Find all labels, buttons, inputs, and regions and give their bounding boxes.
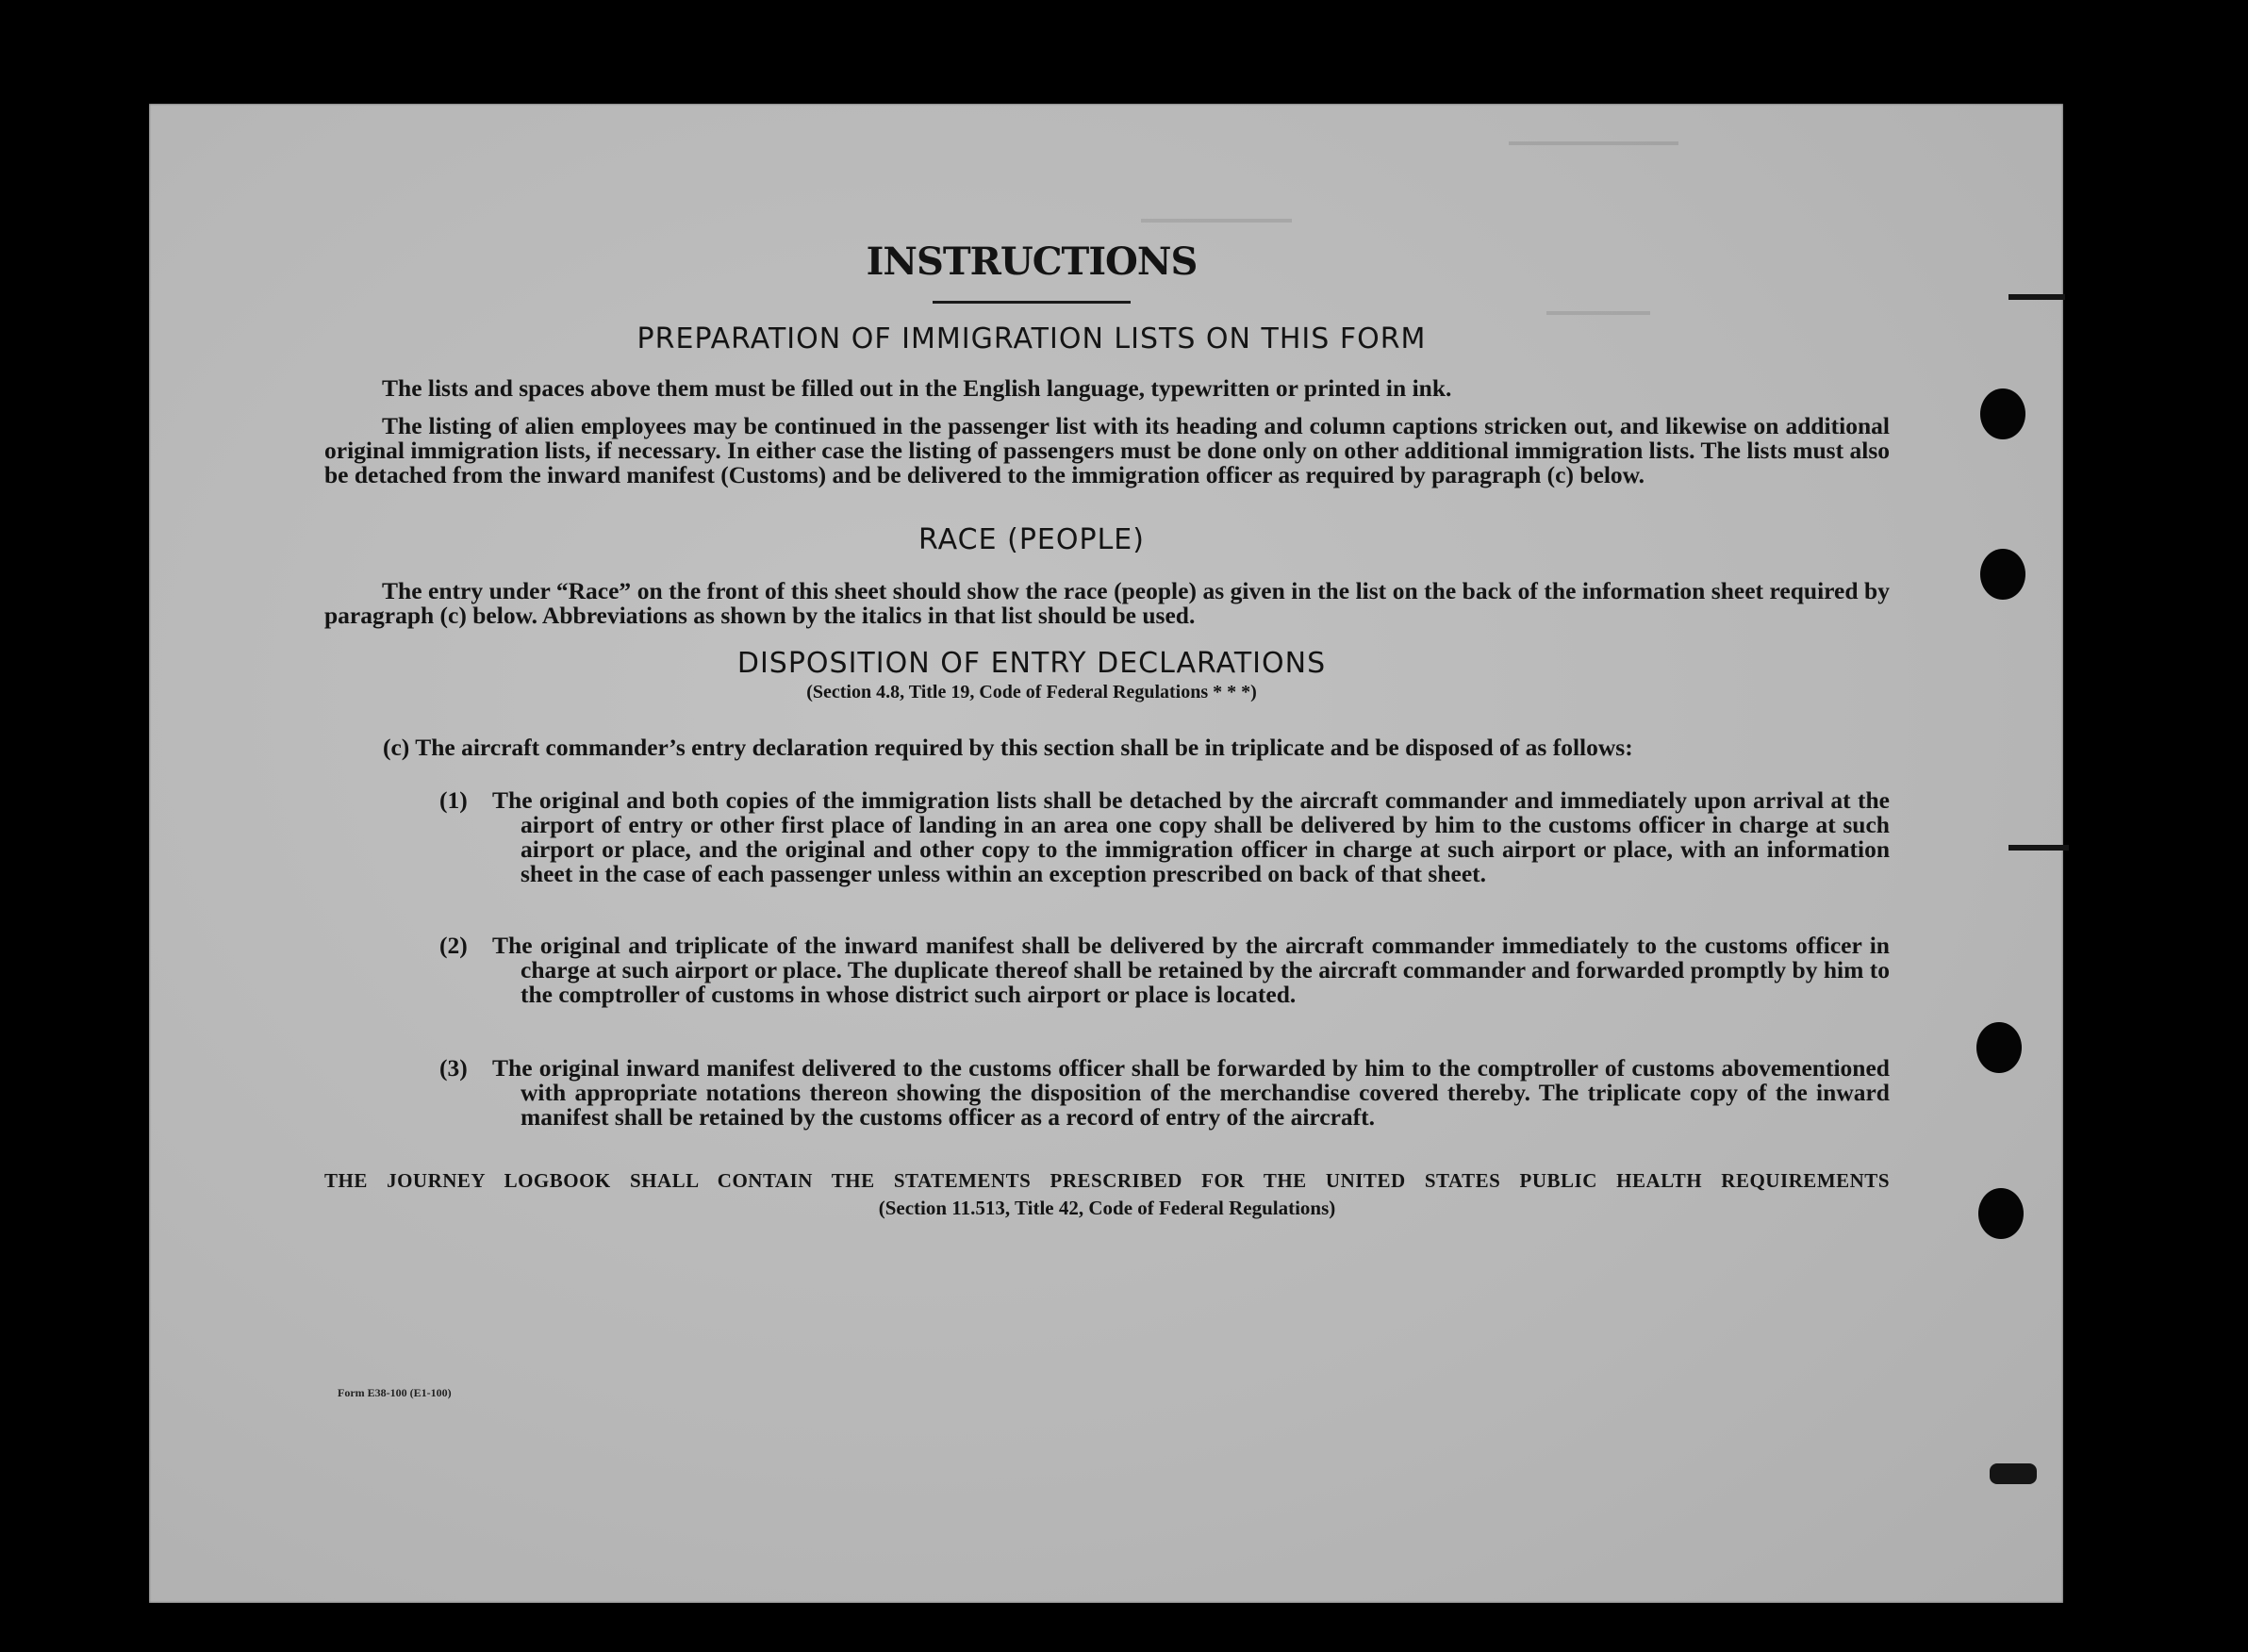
journey-logbook-statement: THE JOURNEY LOGBOOK SHALL CONTAIN THE STATEMENTS PRESCRIBED FOR THE UNITED STATES PUBLIC HEALTH REQUIREMENTS [324,1169,1890,1192]
heading-preparation: PREPARATION OF IMMIGRATION LISTS ON THIS FORM [636,322,1427,355]
list-item [439,1056,1890,1130]
item-number: (1) [439,786,468,814]
paragraph-lists: The lists and spaces above them must be filled out in the English language, typewritten or printed in ink. [382,374,1452,402]
punch-hole [1980,549,2025,600]
paragraph-c: (c) The aircraft commander’s entry declaration required by this section shall be in triplicate and be disposed of as follows: [383,734,1633,761]
item-text: The original and both copies of the immigration lists shall be detached by the aircraft commander and immediately upon arrival at the airport of entry or other first place of landing in an area one copy shall be delivered by him to the customs officer in charge at such airport or place, and the original and other copy to the immigration officer in charge at such airport or place, with an information sheet in the case of each passenger unless within an exception prescribed on back of that sheet. [492,786,1890,887]
edge-mark [2008,294,2065,300]
item-number: (3) [439,1054,468,1082]
item-number: (2) [439,932,468,959]
disposition-citation: (Section 4.8, Title 19, Code of Federal Regulations * * *) [806,682,1257,702]
punch-hole [1976,1022,2022,1073]
punch-hole [1980,388,2025,439]
paragraph-listing: The listing of alien employees may be continued in the passenger list with its heading and column captions stricken out, and likewise on additional original immigration lists, if necessary. In either case the listing of passengers must be done only on other additional immigration lists. The lists must also be detached from the inward manifest (Customs) and be delivered to the immigration officer as required by paragraph (c) below. [324,412,1890,488]
form-number: Form E38-100 (E1-100) [338,1386,452,1399]
paragraph-race: The entry under “Race” on the front of this sheet should show the race (people) as given in the list on the back of the information sheet required by paragraph (c) below. Abbreviations as shown by the italics in that list should be used. [324,577,1890,629]
heading-race: RACE (PEOPLE) [918,523,1145,556]
item-text: The original inward manifest delivered to the customs officer shall be forwarded by him to the comptroller of customs abovementioned with appropriate notations thereon showing the disposition of the merchandise covered thereby. The triplicate copy of the inward manifest shall be retained by the customs officer as a record of entry of the aircraft. [492,1054,1890,1131]
list-item [439,933,1890,1007]
edge-mark [2008,845,2069,851]
document-content [174,141,1890,1220]
title-rule [933,301,1131,304]
heading-disposition: DISPOSITION OF ENTRY DECLARATIONS [736,647,1327,680]
edge-mark [1990,1463,2037,1484]
page-title: INSTRUCTIONS [866,240,1198,284]
punch-hole [1978,1188,2024,1239]
journey-citation: (Section 11.513, Title 42, Code of Federal Regulations) [878,1197,1336,1219]
item-text: The original and triplicate of the inward manifest shall be delivered by the aircraft commander immediately to the customs officer in charge at such airport or place. The duplicate thereof shall be retained by the aircraft commander and forwarded promptly by him to the comptroller of customs in whose district such airport or place is located. [492,932,1890,1008]
list-item [439,788,1890,886]
